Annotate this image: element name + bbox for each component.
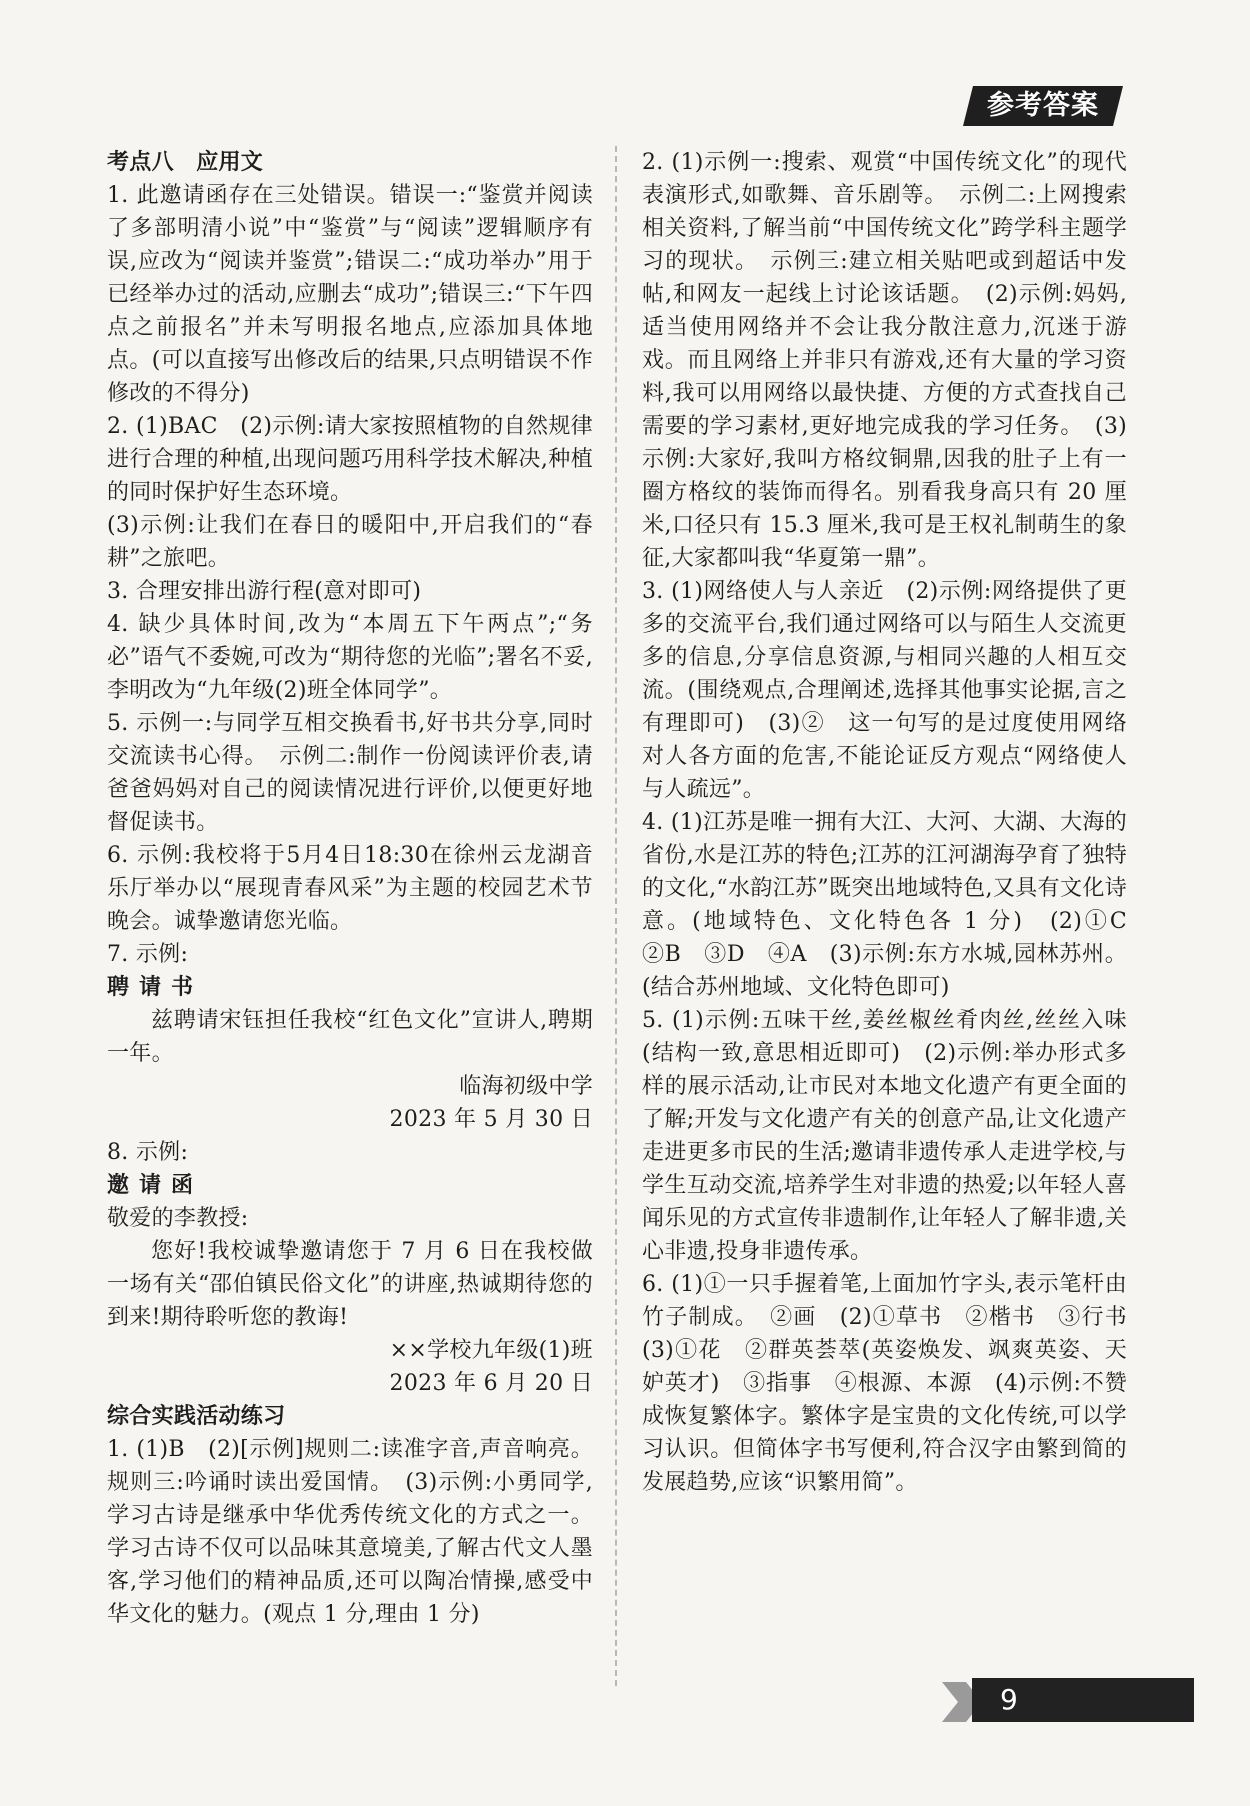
answer-item: 3. (1)网络使人与人亲近 (2)示例:网络提供了更多的交流平台,我们通过网络可以与陌生人交流更多的信息,分享信息资源,与相同兴趣的人相互交流。(围绕观点,合理阐述,选择其他事实论据,言之有理即可) (3)② 这一句写的是过度使用网络对人各方面的危害,不能论证反方观点“网络使人与人疏远”。 xyxy=(642,579,1127,802)
page-number: 9 xyxy=(1000,1683,1018,1716)
answer-item: 4. 缺少具体时间,改为“本周五下午两点”;“务必”语气不委婉,可改为“期待您的光临”;署名不妥,李明改为“九年级(2)班全体同学”。 xyxy=(107,612,593,703)
section-title: 考点八 应用文 xyxy=(107,150,264,175)
letter-title: 聘请书 xyxy=(107,975,204,1000)
letter-body: 您好!我校诚挚邀请您于 7 月 6 日在我校做一场有关“邵伯镇民俗文化”的讲座,热诚期待您的到来!期待聆听您的教诲! xyxy=(107,1239,593,1330)
answer-item: 6. (1)①一只手握着笔,上面加竹字头,表示笔杆由竹子制成。 ②画 (2)①草书 ②楷书 ③行书 (3)①花 ②群英荟萃(英姿焕发、飒爽英姿、天妒英才) ③指事 ④根源、本源 (4)示例:不赞成恢复繁体字。繁体字是宝贵的文化传统,可以学习认识。但简体字书写便利,符合汉字由繁到简的发展趋势,应该“识繁用简”。 xyxy=(642,1272,1150,1495)
answer-item: 2. (1)BAC (2)示例:请大家按照植物的自然规律进行合理的种植,出现问题巧用科学技术解决,种植的同时保护好生态环境。 xyxy=(107,414,593,505)
answer-key-badge xyxy=(963,86,1123,126)
answer-item: 1. (1)B (2)[示例]规则二:读准字音,声音响亮。规则三:吟诵时读出爱国情。 (3)示例:小勇同学,学习古诗是继承中华优秀传统文化的方式之一。学习古诗不仅可以品味其意境美,了解古代文人墨客,学习他们的精神品质,还可以陶冶情操,感受中华文化的魅力。(观点 1 分,理由 1 分) xyxy=(107,1437,593,1627)
letter-date: 2023 年 5 月 30 日 xyxy=(389,1107,593,1132)
answer-item: (3)示例:让我们在春日的暖阳中,开启我们的“春耕”之旅吧。 xyxy=(107,513,593,571)
letter-sign: 临海初级中学 xyxy=(459,1074,593,1099)
answer-item: 5. (1)示例:五味干丝,姜丝椒丝肴肉丝,丝丝入味(结构一致,意思相近即可) (2)示例:举办形式多样的展示活动,让市民对本地文化遗产有更全面的了解;开发与文化遗产有关的创意产品,让文化遗产走进更多市民的生活;邀请非遗传承人走进学校,与学生互动交流,培养学生对非遗的热爱;以年轻人喜闻乐见的方式宣传非遗制作,让年轻人了解非遗,关心非遗,投身非遗传承。 xyxy=(642,1008,1127,1264)
answer-item: 6. 示例:我校将于5月4日18:30在徐州云龙湖音乐厅举办以“展现青春风采”为主题的校园艺术节晚会。诚挚邀请您光临。 xyxy=(107,843,593,934)
right-column xyxy=(642,146,1150,1499)
answer-item: 7. 示例: xyxy=(107,942,189,967)
letter-date: 2023 年 6 月 20 日 xyxy=(389,1371,593,1396)
answer-item: 1. 此邀请函存在三处错误。错误一:“鉴赏并阅读了多部明清小说”中“鉴赏”与“阅读”逻辑顺序有误,应改为“阅读并鉴赏”;错误二:“成功举办”用于已经举办过的活动,应删去“成功”;错误三:“下午四点之前报名”并未写明报名地点,应添加具体地点。(可以直接写出修改后的结果,只点明错误不作修改的不得分) xyxy=(107,183,593,406)
answer-item: 5. 示例一:与同学互相交换看书,好书共分享,同时交流读书心得。 示例二:制作一份阅读评价表,请爸爸妈妈对自己的阅读情况进行评价,以便更好地督促读书。 xyxy=(107,711,593,835)
letter-title: 邀请函 xyxy=(107,1173,204,1198)
answer-item: 2. (1)示例一:搜索、观赏“中国传统文化”的现代表演形式,如歌舞、音乐剧等。 示例二:上网搜索相关资料,了解当前“中国传统文化”跨学科主题学习的现状。 示例三:建立相关贴吧或到超话中发帖,和网友一起线上讨论该话题。 (2)示例:妈妈,适当使用网络并不会让我分散注意力,沉迷于游戏。而且网络上并非只有游戏,还有大量的学习资料,我可以用网络以最快捷、方便的方式查找自己需要的学习素材,更好地完成我的学习任务。 (3)示例:大家好,我叫方格纹铜鼎,因我的肚子上有一圈方格纹的装饰而得名。别看我身高只有 20 厘米,口径只有 15.3 厘米,我可是王权礼制萌生的象征,大家都叫我“华夏第一鼎”。 xyxy=(642,150,1127,571)
column-divider xyxy=(615,146,617,1686)
letter-greeting: 敬爱的李教授: xyxy=(107,1206,249,1231)
answer-item: 4. (1)江苏是唯一拥有大江、大河、大湖、大海的省份,水是江苏的特色;江苏的江河湖海孕育了独特的文化,“水韵江苏”既突出地域特色,又具有文化诗意。(地域特色、文化特色各 1 分) (2)①C ②B ③D ④A (3)示例:东方水城,园林苏州。(结合苏州地域、文化特色即可) xyxy=(642,810,1150,1000)
section-title: 综合实践活动练习 xyxy=(107,1404,286,1429)
letter-sign: ××学校九年级(1)班 xyxy=(389,1338,593,1363)
answer-item: 8. 示例: xyxy=(107,1140,189,1165)
left-column xyxy=(107,146,593,1631)
letter-body: 兹聘请宋钰担任我校“红色文化”宣讲人,聘期一年。 xyxy=(107,1008,593,1066)
answer-item: 3. 合理安排出游行程(意对即可) xyxy=(107,579,422,604)
answer-key-label: 参考答案 xyxy=(987,90,1099,121)
